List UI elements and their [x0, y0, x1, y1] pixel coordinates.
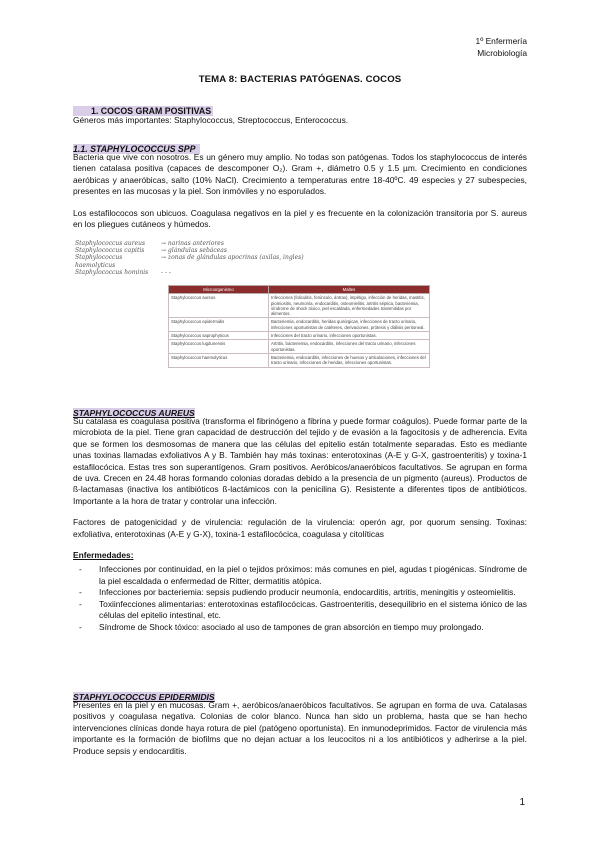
- organisms-table: [168, 285, 430, 368]
- table-header-cell: Maltes: [269, 286, 430, 294]
- table-row: [169, 318, 430, 332]
- staph-para-1: Bacteria que vive con nosotros. Es un género muy amplio. No todas son patógenas. Todos los staphylococcus de interés tienen catalasa positiva (capaces de descomponer O₂). Gram +, diámetro 0.5 y 1.5 µm. Crecimiento en condiciones aeróbicas y anaeróbicas, salto (10% NaCl). Crecimiento a temperaturas entre 18-40ºC. 49 especies y 27 subespecies, presentes en las mucosas y la piel. Son inmóviles y no esporulados.: [73, 152, 527, 197]
- list-item: - Toxiinfecciones alimentarias: enterotoxinas estafilocócicas. Gastroenteritis, desequilibrio en el sistema iónico de las células del epitelio intestinal, etc.: [73, 599, 527, 622]
- table-cell-desc: Infecciones (foliculitis, forúnculo, ántrax), impétigo, infección de heridas, mastitis, piomiositis, neumonía, endocarditis, osteomielitis, artritis séptica, bacteriemia, síndrome de shock tóxico, piel escaldada, enfermedades transmitidas por alimentos.: [269, 294, 430, 318]
- table-row: [169, 294, 430, 318]
- note-row: [75, 254, 375, 268]
- epidermidis-para: Presentes en la piel y en mucosas. Gram +, aeróbicos/anaeróbicos facultativos. Se agrupan en forma de uva. Catalasas positivos y coagulasa negativa. Colonias de color blanco. Nunca han sido un problema, hasta que se han hecho intervenciones clínicas donde haya rotura de piel (patógeno oportunista). En inmunodeprimidos. Factor de virulencia más importante es la formación de biofilms que no dejan actuar a los leucocitos ni a los antibióticos y adherirse a la piel. Produce sepsis y endocarditis.: [73, 700, 527, 756]
- note-location: → narinas anteriores: [161, 240, 224, 247]
- table-cell-organism: Staphylococcus lugdunensis: [169, 340, 269, 354]
- table-cell-organism: Staphylococcus haemolyticus: [169, 353, 269, 367]
- staph-intro: [73, 152, 527, 230]
- note-location: → zonas de glándulas apocrinas (axilas, ingles): [161, 254, 304, 262]
- table-cell-desc: Bacteriemia, endocarditis, heridas quirúrgicas, infecciones de tracto urinario, infecciones oportunistas de catéteres, derivaciones, prótesis y diálisis peritoneal.: [269, 318, 430, 332]
- handwritten-notes: [75, 240, 375, 276]
- table-cell-desc: Bacteriemia, endocarditis, infecciones de huesos y articulaciones, infecciones del tracto urinario, infecciones de heridas, infecciones oportunistas.: [269, 353, 430, 367]
- table-row: [169, 353, 430, 367]
- epidermidis-heading: STAPHYLOCOCCUS EPIDERMIDIS: [73, 692, 215, 702]
- diseases-heading: Enfermedades:: [73, 550, 134, 561]
- table-cell-desc: Artritis, bacteriemia, endocarditis, infecciones del tracto urinario, infecciones oportunistas.: [269, 340, 430, 354]
- subject-label: Microbiología: [477, 48, 527, 58]
- table-cell-organism: Staphylococcus epidermidis: [169, 318, 269, 332]
- page-header: [476, 35, 527, 59]
- aureus-body: [73, 416, 527, 633]
- note-location: - - -: [161, 268, 171, 276]
- note-row: [75, 240, 375, 247]
- note-location: → glándulas sebáceas: [161, 247, 227, 255]
- aureus-para-1: Su catalasa es coagulasa positiva (transforma el fibrinógeno a fibrina y puede formar coágulos). Puede formar parte de la microbiota de la piel. Tiene gran capacidad de destrucción del tejido y de evasión a la fagocitosis y de adherencia. Evita que se formen los desmosomas de manera que las células del epitelio están totalmente separadas. Esto es mediante unas toxinas llamadas exfoliativos A y B. También hay más toxinas: enterotoxinas (A-E y G-X, gastroenteritis) y toxina-1 estafilocócica. Estas tres son superantígenos. Gram positivos. Aeróbicos/anaeróbicos facultativos. Se agrupan en forma de uva. Crecen en 24.48 horas formando colonias doradas debido a la presencia de un pigmento (aureus). Productos de ß-lactamasas (inactiva los antibióticos ß-lactámicos con la penicilina G). Resistente a diferentes tipos de antibióticos. Importante a la hora de tratar y controlar una infección.: [73, 416, 527, 506]
- note-row: [75, 269, 375, 276]
- note-row: [75, 247, 375, 254]
- course-label: 1º Enfermería: [475, 36, 527, 46]
- note-organism: Staphylococcus haemolyticus: [75, 254, 123, 269]
- page-number: 1: [519, 797, 525, 808]
- table-row: [169, 340, 430, 354]
- staph-para-2: Los estafilococos son ubicuos. Coagulasa negativos en la piel y es frecuente en la colonización transitoria por S. aureus en los pliegues cutáneos y húmedos.: [73, 207, 527, 230]
- section-1-heading: 1. COCOS GRAM POSITIVAS: [73, 106, 213, 116]
- aureus-para-2: Factores de patogenicidad y de virulencia: regulación de la virulencia: operón agr, por quorum sensing. Toxinas: exfoliativa, enterotoxinas (A-E y G-X), toxina-1 estafilocócica, coagulasa y citolíticas: [73, 517, 527, 539]
- section-1-1-heading: 1.1. STAPHYLOCOCCUS SPP: [73, 144, 200, 154]
- diseases-heading-text: Enfermedades: [73, 550, 131, 561]
- note-organism: Staphylococcus capitis: [75, 247, 145, 255]
- table-cell-organism: Staphylococcus saprophyticus: [169, 332, 269, 340]
- table-header-cell: Microorganismo: [169, 286, 269, 294]
- list-item: - Síndrome de Shock tóxico: asociado al uso de tampones de gran absorción en tiempo muy prolongado.: [73, 622, 527, 633]
- note-organism: Staphylococcus hominis: [75, 268, 149, 276]
- table-header-row: [169, 286, 430, 294]
- note-organism: Staphylococcus aureus: [75, 240, 146, 247]
- table-row: [169, 332, 430, 340]
- table-cell-desc: Infecciones del tracto urinario, infecciones oportunistas.: [269, 332, 430, 340]
- genera-text: Géneros más importantes: Staphylococcus, Streptococcus, Enterococcus.: [73, 115, 349, 125]
- diseases-list: [73, 564, 527, 632]
- table-cell-organism: Staphylococcus aureus: [169, 294, 269, 318]
- document-title: TEMA 8: BACTERIAS PATÓGENAS. COCOS: [198, 74, 402, 85]
- list-item: - Infecciones por bacteriemia: sepsis pudiendo producir neumonía, endocarditis, artritis, meningitis y osteomielitis.: [73, 587, 527, 598]
- list-item: - Infecciones por continuidad, en la piel o tejidos próximos: más comunes en piel, agudas t piogénicas. Síndrome de la piel escaldada o enfermedad de Ritter, dermatitis atópica.: [73, 564, 527, 587]
- aureus-heading: STAPHYLOCOCCUS AUREUS: [73, 408, 195, 418]
